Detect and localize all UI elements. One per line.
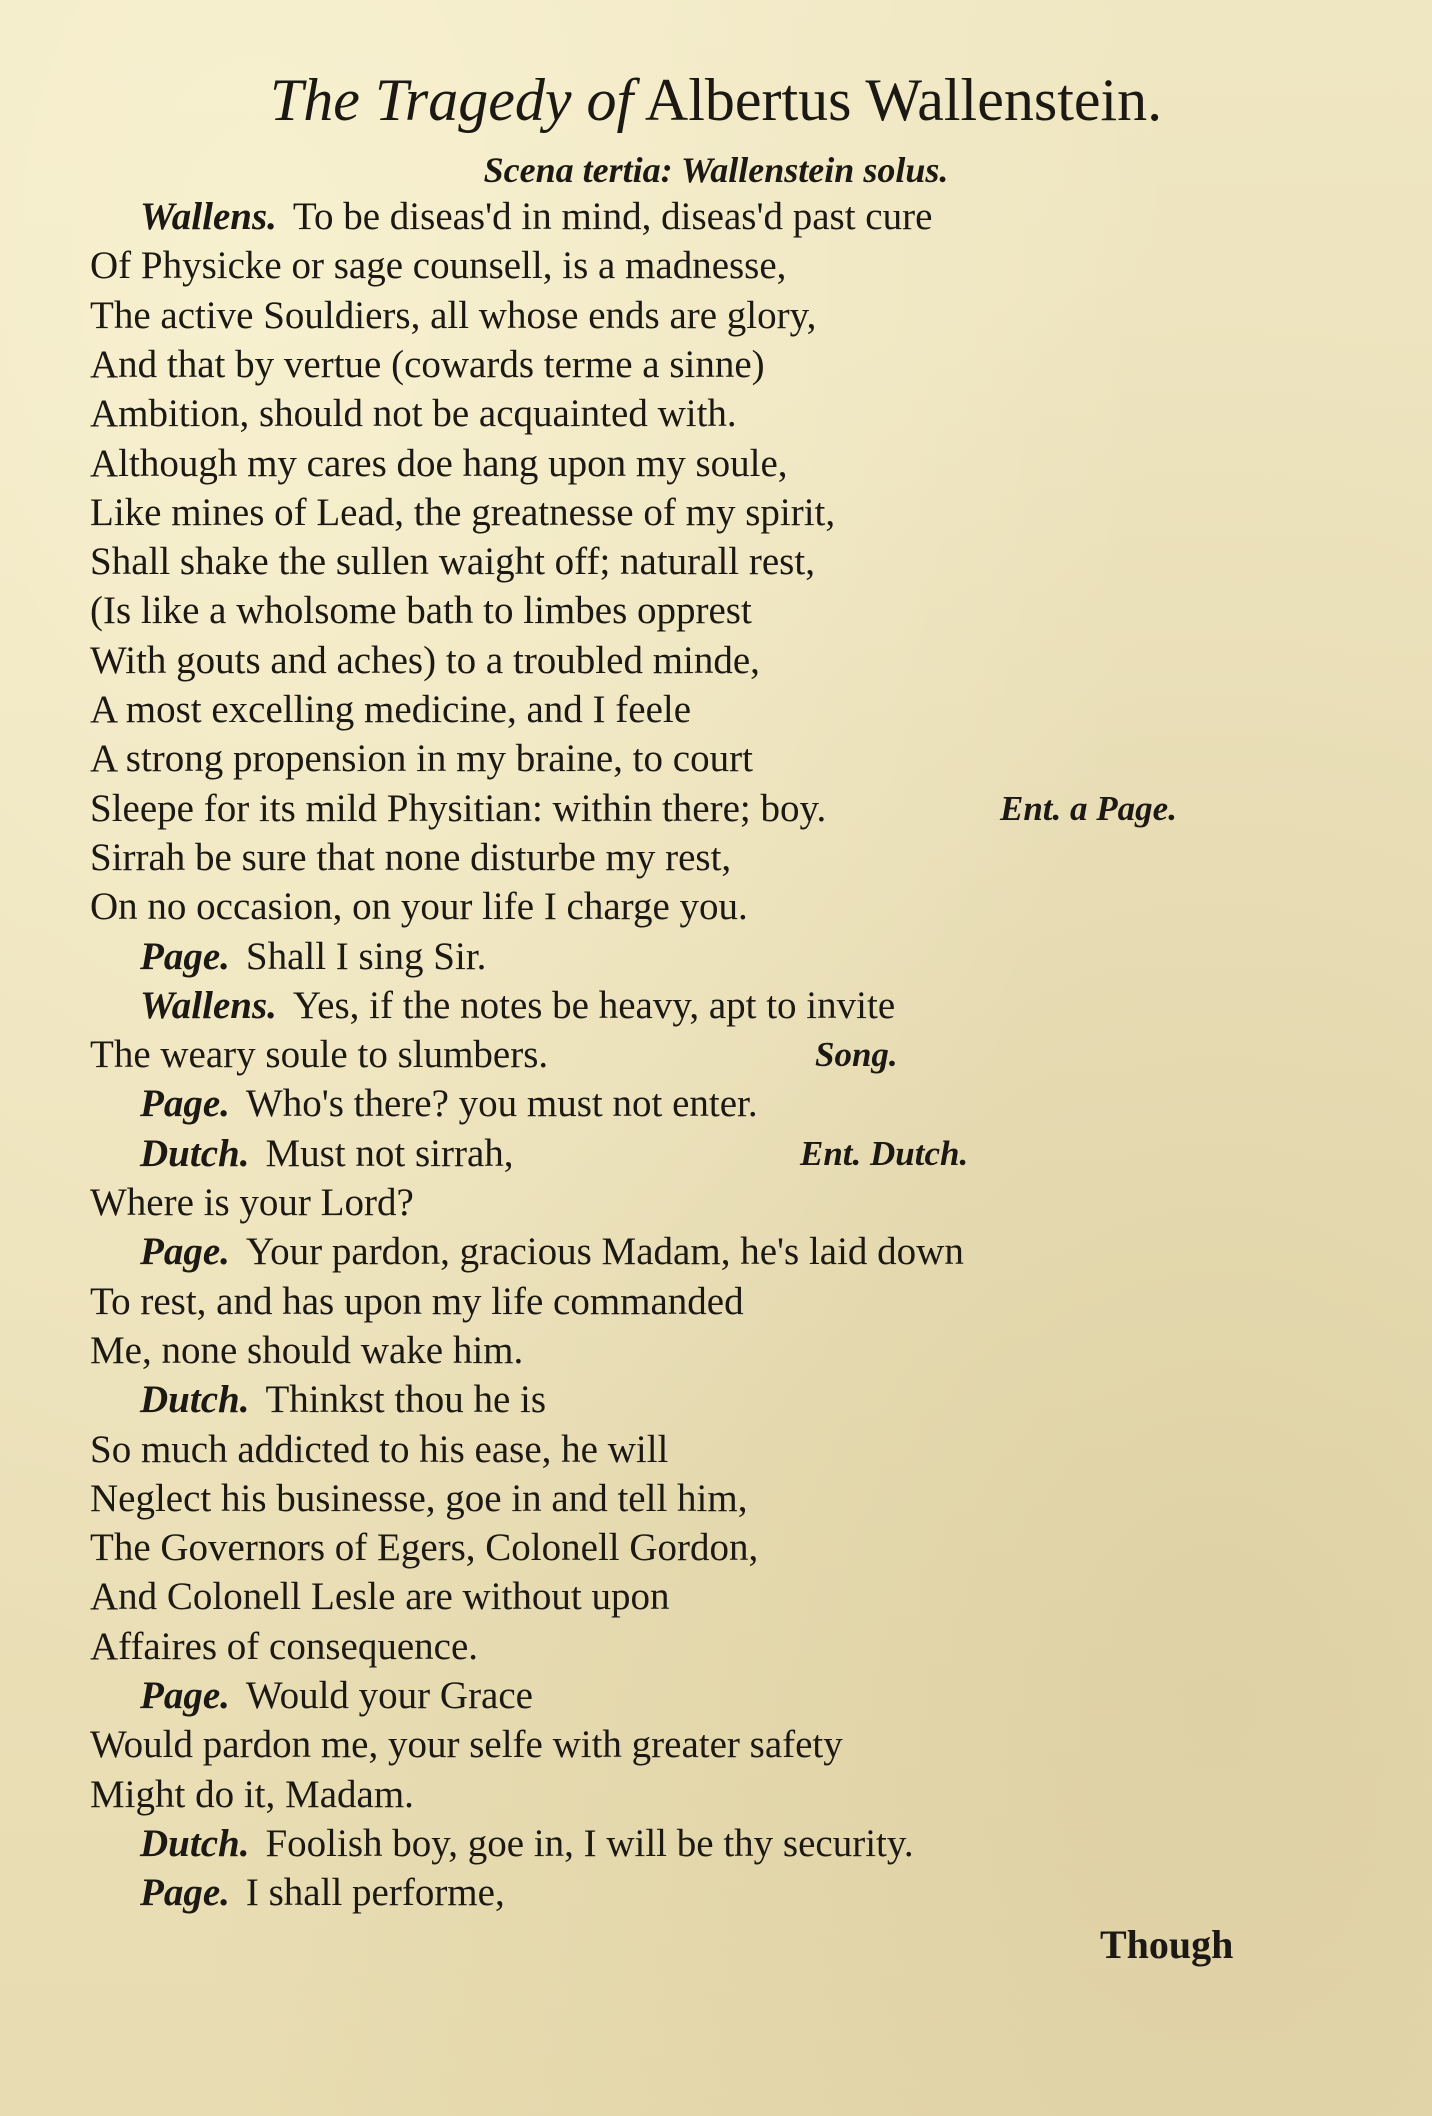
- text-line: [90, 439, 1260, 488]
- verse-text: Although my cares doe hang upon my soule,: [90, 441, 788, 485]
- text-line: [140, 1227, 1310, 1276]
- stage-direction: Ent. a Page.: [1000, 788, 1177, 828]
- verse-text: Shall I sing Sir.: [245, 934, 487, 978]
- verse-text: With gouts and aches) to a troubled minde,: [90, 638, 760, 682]
- verse-text: Who's there? you must not enter.: [245, 1082, 758, 1126]
- speaker-name: Wallens.: [140, 195, 277, 238]
- text-line: [90, 537, 1260, 586]
- stage-direction: Song.: [815, 1035, 898, 1075]
- text-line: [140, 932, 1310, 981]
- text-line: [90, 1572, 1260, 1621]
- speaker-name: Page.: [140, 934, 230, 978]
- text-line: [90, 1720, 1260, 1769]
- verse-text: Neglect his businesse, goe in and tell him,: [90, 1476, 748, 1520]
- verse-text: Like mines of Lead, the greatnesse of my spirit,: [90, 490, 836, 534]
- verse-text: Me, none should wake him.: [90, 1328, 524, 1372]
- verse-text: Must not sirrah,: [265, 1131, 514, 1175]
- text-line: [90, 636, 1260, 685]
- verse-text: To rest, and has upon my life commanded: [90, 1279, 744, 1323]
- verse-text: Your pardon, gracious Madam, he's laid down: [245, 1230, 964, 1274]
- verse-text: The Governors of Egers, Colonell Gordon,: [90, 1526, 759, 1570]
- text-line: [140, 1375, 1310, 1424]
- verse-text: Where is your Lord?: [90, 1181, 414, 1224]
- verse-text: And that by vertue (cowards terme a sinne): [90, 342, 765, 386]
- speaker-name: Wallens.: [140, 983, 277, 1027]
- speaker-name: Dutch.: [140, 1378, 250, 1422]
- text-line: [90, 1523, 1260, 1572]
- speaker-name: Page.: [140, 1230, 230, 1274]
- text-line: [90, 1030, 1260, 1079]
- verse-text: Shall shake the sullen waight off; naturall rest,: [90, 540, 815, 584]
- speaker-name: Dutch.: [140, 1821, 250, 1865]
- text-line: [90, 1326, 1260, 1375]
- verse-text: (Is like a wholsome bath to limbes opprest: [90, 589, 752, 633]
- text-line: [90, 1474, 1260, 1523]
- text-line: [90, 882, 1260, 931]
- verse-text: The weary soule to slumbers.: [90, 1033, 549, 1077]
- text-line: [140, 1671, 1310, 1720]
- verse-text: Might do it, Madam.: [90, 1772, 414, 1816]
- verse-text: Ambition, should not be acquainted with.: [90, 392, 737, 436]
- text-line: [140, 192, 1310, 241]
- verse-text: Foolish boy, goe in, I will be thy security.: [265, 1821, 914, 1865]
- header-title-italic: The Tragedy of: [269, 67, 634, 133]
- text-line: [90, 685, 1260, 734]
- verse-text: The active Souldiers, all whose ends are glory,: [90, 293, 817, 337]
- verse-text: Affaires of consequence.: [90, 1624, 479, 1668]
- scene-heading: Scena tertia: Wallenstein solus.: [483, 150, 949, 190]
- text-line: [90, 389, 1260, 438]
- text-line: [140, 1079, 1310, 1128]
- verse-text: Of Physicke or sage counsell, is a madnesse,: [90, 244, 787, 288]
- verse-text: So much addicted to his ease, he will: [90, 1427, 669, 1471]
- verse-text: Thinkst thou he is: [265, 1378, 547, 1422]
- verse-text: Sleepe for its mild Physitian: within there; boy.: [90, 786, 827, 830]
- text-line: [140, 981, 1310, 1030]
- verse-text: I shall performe,: [245, 1871, 505, 1915]
- catchword: Though: [1100, 1922, 1234, 1967]
- speaker-name: Page.: [140, 1082, 230, 1126]
- verse-text: And Colonell Lesle are without upon: [90, 1575, 670, 1619]
- verse-text: On no occasion, on your life I charge you.: [90, 885, 748, 929]
- text-line: [140, 1868, 1310, 1917]
- speaker-name: Dutch.: [140, 1131, 250, 1175]
- text-line: [90, 833, 1260, 882]
- text-line: [90, 1770, 1260, 1819]
- header-title-roman: Albertus Wallenstein.: [644, 67, 1163, 133]
- verse-text: A most excelling medicine, and I feele: [90, 688, 692, 731]
- text-line: [90, 1178, 1260, 1227]
- text-line: [90, 340, 1260, 389]
- text-line: [90, 586, 1260, 635]
- verse-text: To be diseas'd in mind, diseas'd past cure: [292, 195, 933, 238]
- verse-text: A strong propension in my braine, to court: [90, 737, 753, 781]
- verse-text: Sirrah be sure that none disturbe my rest,: [90, 835, 732, 879]
- text-line: [90, 488, 1260, 537]
- verse-text: Would your Grace: [245, 1674, 533, 1717]
- verse-text: Would pardon me, your selfe with greater safety: [90, 1723, 843, 1767]
- running-header: [0, 58, 1432, 142]
- text-line: [90, 1425, 1260, 1474]
- stage-direction: Ent. Dutch.: [800, 1133, 969, 1173]
- text-line: [90, 734, 1260, 783]
- text-line: [90, 1277, 1260, 1326]
- text-line: [90, 291, 1260, 340]
- text-line: [140, 1129, 1310, 1178]
- text-line: [90, 1622, 1260, 1671]
- verse-text: Yes, if the notes be heavy, apt to invite: [292, 983, 896, 1027]
- text-line: [90, 784, 1260, 833]
- speaker-name: Page.: [140, 1871, 230, 1915]
- speaker-name: Page.: [140, 1674, 230, 1717]
- text-line: [140, 1819, 1310, 1868]
- text-line: [90, 241, 1260, 290]
